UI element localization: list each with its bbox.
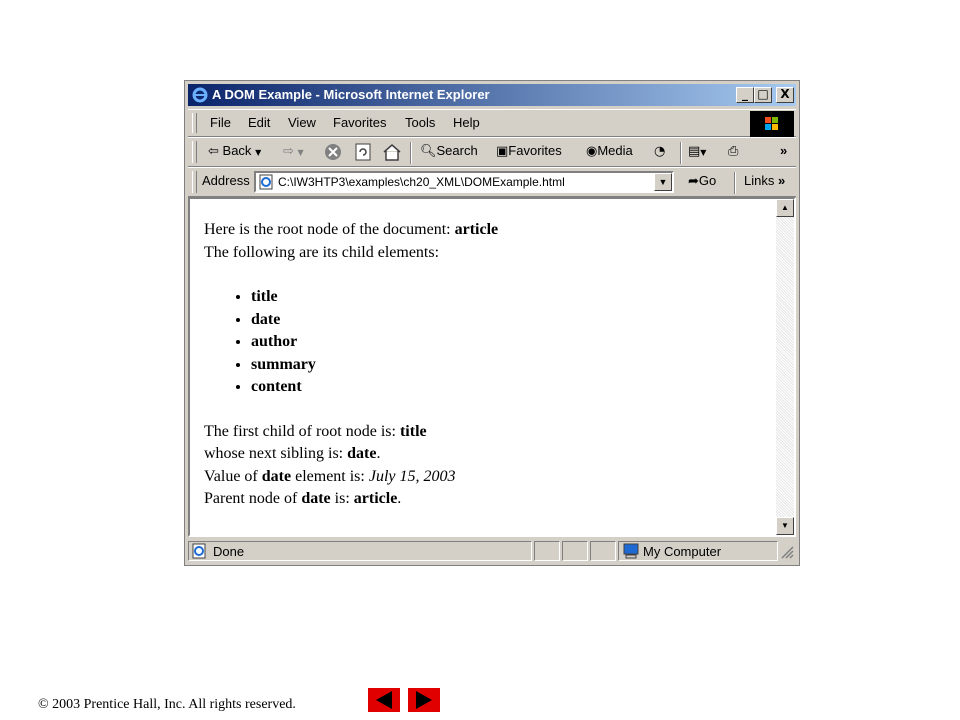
page-done-icon: [191, 543, 207, 559]
links-button[interactable]: [744, 173, 785, 188]
menu-favorites[interactable]: Favorites: [333, 115, 387, 130]
menu-grip: [192, 113, 197, 133]
root-prefix: Here is the root node of the document:: [204, 221, 455, 238]
next-slide-button[interactable]: [408, 688, 440, 712]
stop-button[interactable]: [324, 143, 342, 164]
address-label: Address: [202, 173, 250, 188]
first-child-prefix: The first child of root node is:: [204, 422, 400, 440]
page-content: [188, 197, 796, 537]
list-item: [251, 331, 498, 354]
media-icon: ◉: [586, 144, 598, 159]
parent-element: date: [301, 490, 331, 507]
refresh-button[interactable]: [354, 143, 372, 164]
close-button[interactable]: X: [776, 87, 794, 103]
menu-view[interactable]: View: [288, 115, 316, 130]
mail-button[interactable]: [688, 143, 706, 159]
go-button[interactable]: [688, 173, 716, 189]
status-text: Done: [213, 544, 245, 559]
previous-slide-button[interactable]: [368, 688, 400, 712]
parent-value: article: [353, 490, 398, 507]
parent-suffix: .: [397, 490, 402, 507]
stop-icon: [324, 143, 342, 161]
vertical-scrollbar[interactable]: [776, 199, 794, 535]
parent-prefix: Parent node of: [204, 490, 302, 507]
search-label: Search: [436, 143, 478, 158]
child-name: date: [251, 310, 281, 328]
page-icon: [258, 174, 274, 190]
back-dropdown-icon[interactable]: ▼: [255, 148, 262, 157]
favorites-label: Favorites: [508, 143, 562, 158]
status-panel: [562, 541, 588, 561]
child-list: [204, 286, 498, 399]
copyright-footer: © 2003 Prentice Hall, Inc. All rights reserved.: [38, 697, 296, 712]
address-url: C:\IW3HTP3\examples\ch20_XML\DOMExample.html: [278, 175, 565, 189]
search-button[interactable]: [420, 143, 478, 159]
zone-text: My Computer: [643, 544, 722, 559]
print-icon: ⎙: [728, 144, 739, 159]
forward-button[interactable]: [283, 143, 304, 159]
windows-logo-icon: [750, 111, 794, 137]
back-label: Back: [222, 143, 252, 158]
parent-middle: is:: [330, 490, 354, 507]
child-name: content: [251, 378, 302, 395]
next-sibling-name: date: [347, 445, 377, 462]
toolbar-grip: [192, 141, 197, 163]
right-arrow-icon: [408, 688, 440, 712]
maximize-button[interactable]: □: [754, 87, 772, 103]
status-panel: [590, 541, 616, 561]
home-button[interactable]: [382, 143, 402, 164]
links-label: Links: [744, 173, 775, 188]
browser-window: [184, 80, 800, 566]
parent-line: [204, 488, 498, 511]
value-element: date: [261, 467, 292, 485]
child-name: author: [251, 333, 298, 350]
forward-arrow-icon: ⇨: [283, 144, 294, 159]
menu-edit[interactable]: Edit: [248, 115, 271, 130]
history-icon: ◔: [654, 144, 666, 159]
status-bar: [188, 539, 796, 563]
value-middle: element is:: [291, 467, 369, 485]
address-separator: [734, 172, 736, 194]
list-item: [251, 286, 498, 309]
address-grip: [192, 171, 197, 193]
minimize-button[interactable]: _: [736, 87, 754, 103]
toolbar-separator: [410, 142, 412, 164]
value-text: July 15, 2003: [368, 467, 456, 485]
home-icon: [382, 143, 402, 161]
status-panel-main: [188, 541, 532, 561]
media-label: Media: [597, 143, 633, 158]
next-sibling-prefix: whose next sibling is:: [204, 445, 348, 462]
favorites-icon: ▣: [496, 144, 509, 159]
menu-file[interactable]: File: [210, 115, 231, 130]
mail-icon: ▤: [688, 144, 701, 159]
mail-dropdown-icon: ▼: [700, 148, 707, 157]
left-arrow-icon: [368, 688, 400, 712]
ie-logo-icon: [192, 87, 208, 103]
child-name: title: [251, 288, 278, 305]
links-chevron: »: [777, 173, 786, 188]
root-line: [204, 219, 498, 242]
root-name: article: [454, 221, 499, 238]
next-sibling-line: [204, 443, 498, 466]
refresh-icon: [354, 143, 372, 161]
menu-bar: [188, 109, 796, 137]
scroll-down-icon[interactable]: ▼: [776, 517, 794, 535]
go-arrow-icon: ➦: [688, 174, 699, 189]
history-button[interactable]: [654, 143, 665, 159]
value-prefix: Value of: [204, 467, 262, 485]
menu-tools[interactable]: Tools: [405, 115, 436, 130]
value-line: [204, 466, 498, 489]
window-title: A DOM Example - Microsoft Internet Explorer: [212, 87, 490, 102]
zone-panel: [618, 541, 778, 561]
list-item: [251, 354, 498, 377]
computer-icon: [622, 543, 640, 559]
list-item: [251, 376, 498, 399]
forward-dropdown-icon: ▼: [297, 148, 304, 157]
child-name: summary: [251, 355, 316, 373]
list-item: [251, 309, 498, 332]
toolbar-separator-2: [680, 142, 682, 164]
title-bar[interactable]: [188, 84, 796, 106]
document-body: [204, 219, 498, 511]
print-button[interactable]: [728, 143, 738, 159]
children-intro: The following are its child elements:: [204, 243, 440, 261]
standard-toolbar: [188, 137, 796, 167]
address-dropdown-icon[interactable]: ▼: [654, 173, 672, 191]
address-bar: [188, 167, 796, 197]
next-sibling-suffix: .: [376, 445, 381, 462]
toolbar-chevron[interactable]: »: [780, 143, 788, 158]
media-button[interactable]: [586, 143, 633, 159]
back-arrow-icon: ⇦: [208, 144, 219, 159]
resize-grip-icon[interactable]: [780, 545, 794, 559]
first-child-line: [204, 421, 498, 444]
go-label: Go: [698, 173, 717, 188]
search-icon: 🔍︎: [420, 144, 437, 159]
back-button[interactable]: [208, 143, 261, 159]
menu-help[interactable]: Help: [453, 115, 480, 130]
scroll-up-icon[interactable]: ▲: [776, 199, 794, 217]
favorites-button[interactable]: [496, 143, 562, 159]
first-child-name: title: [399, 422, 427, 440]
status-panel: [534, 541, 560, 561]
address-input[interactable]: [254, 171, 674, 193]
